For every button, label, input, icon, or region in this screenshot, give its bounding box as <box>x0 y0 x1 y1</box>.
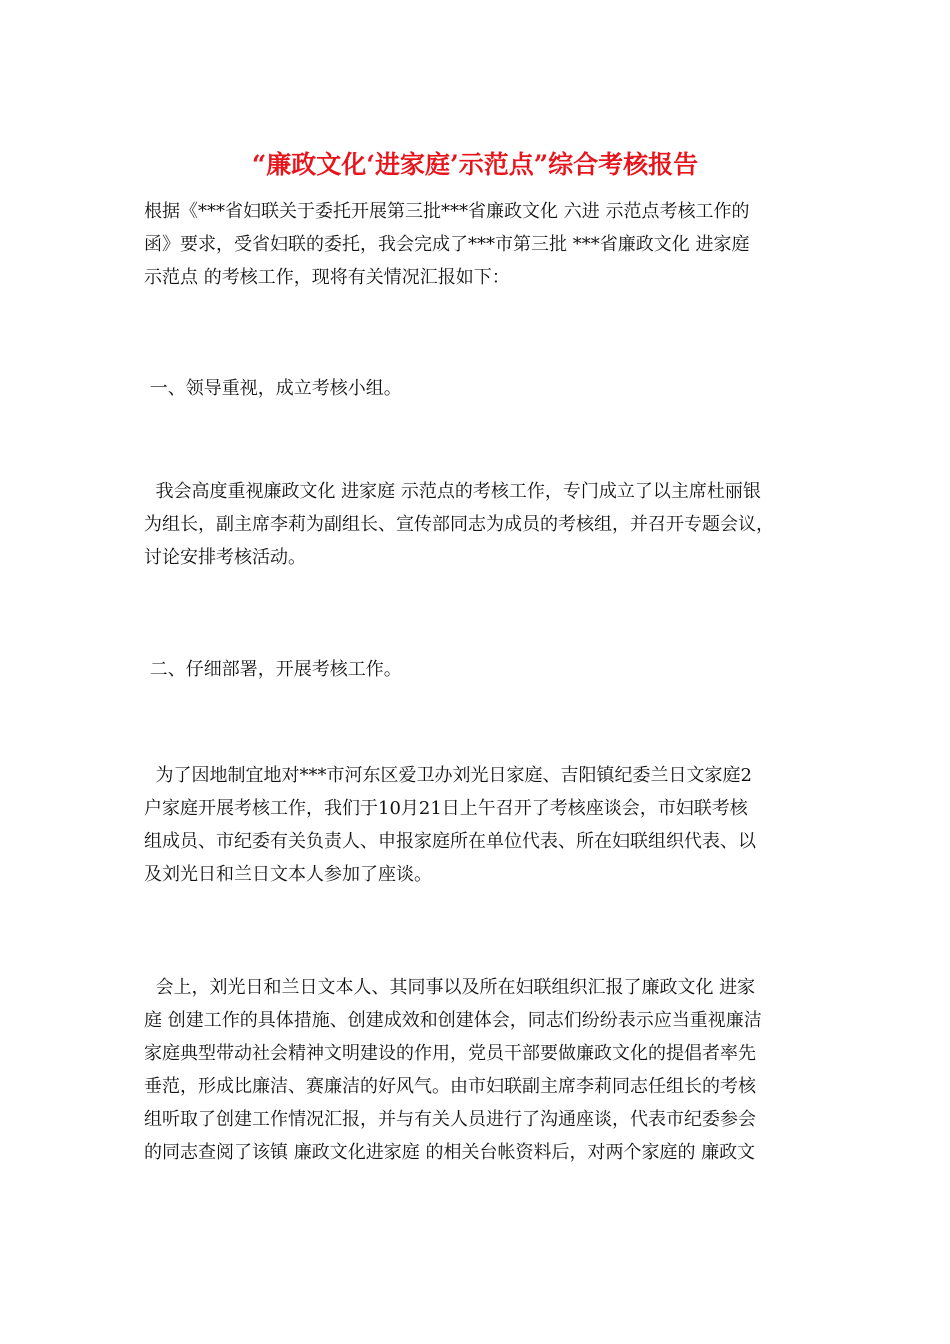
text-line: 组听取了创建工作情况汇报，并与有关人员进行了沟通座谈，代表市纪委参会 <box>144 1109 756 1130</box>
paragraph-section-2 <box>144 759 814 891</box>
section-heading-1 <box>144 372 814 405</box>
text-line: 组成员、市纪委有关负责人、申报家庭所在单位代表、所在妇联组织代表、以 <box>144 831 756 852</box>
paragraph-intro <box>144 195 814 294</box>
text-line: 家庭典型带动社会精神文明建设的作用，党员干部要做廉政文化的提倡者率先 <box>144 1043 756 1064</box>
paragraph-meeting <box>144 971 814 1169</box>
document-title: “廉政文化‘进家庭’示范点”综合考核报告 <box>251 150 699 179</box>
text-line: 我会高度重视廉政文化 进家庭 示范点的考核工作，专门成立了以主席杜丽银 <box>144 481 761 502</box>
text-line: 一、领导重视，成立考核小组。 <box>144 378 402 399</box>
text-line: 函》要求，受省妇联的委托，我会完成了***市第三批 ***省廉政文化 进家庭 <box>144 234 750 255</box>
paragraph-section-1 <box>144 475 814 574</box>
text-line: 庭 创建工作的具体措施、创建成效和创建体会，同志们纷纷表示应当重视廉洁 <box>144 1010 762 1031</box>
text-line: 为组长，副主席李莉为副组长、宣传部同志为成员的考核组，并召开专题会议， <box>144 514 774 535</box>
text-line: 及刘光日和兰日文本人参加了座谈。 <box>144 864 432 885</box>
text-line: 会上，刘光日和兰日文本人、其同事以及所在妇联组织汇报了廉政文化 进家 <box>144 977 756 998</box>
text-line: 为了因地制宜地对***市河东区爱卫办刘光日家庭、吉阳镇纪委兰日文家庭2 <box>144 765 752 786</box>
text-line: 示范点 的考核工作，现将有关情况汇报如下： <box>144 267 510 288</box>
text-line: 垂范，形成比廉洁、赛廉洁的好风气。由市妇联副主席李莉同志任组长的考核 <box>144 1076 756 1097</box>
text-line: 的同志查阅了该镇 廉政文化进家庭 的相关台帐资料后，对两个家庭的 廉政文 <box>144 1142 756 1163</box>
text-line: 户家庭开展考核工作，我们于10月21日上午召开了考核座谈会，市妇联考核 <box>144 798 748 819</box>
section-heading-2 <box>144 653 814 686</box>
text-line: 讨论安排考核活动。 <box>144 547 306 568</box>
text-line: 二、仔细部署，开展考核工作。 <box>144 659 402 680</box>
text-line: 根据《***省妇联关于委托开展第三批***省廉政文化 六进 示范点考核工作的 <box>144 201 750 222</box>
